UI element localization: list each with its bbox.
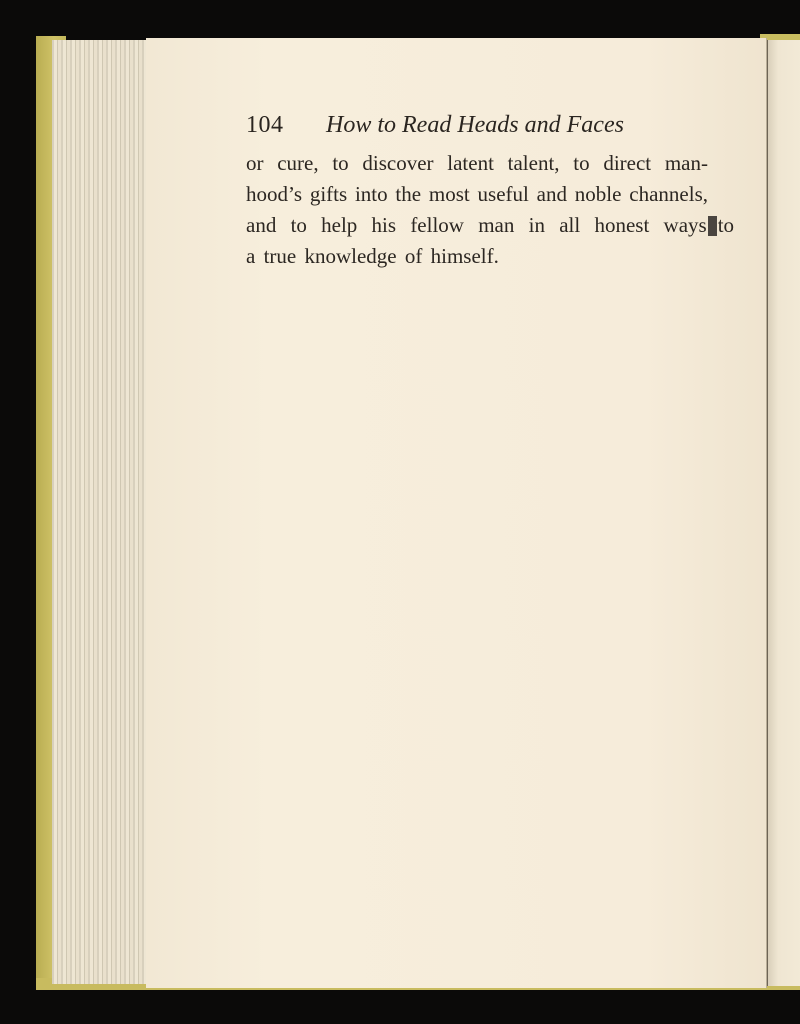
- page-edges: [52, 40, 149, 984]
- body-line-4: a true knowledge of himself.: [246, 244, 499, 268]
- running-head: [246, 112, 624, 139]
- body-text: [246, 148, 735, 272]
- page-number: 104: [246, 112, 284, 138]
- book-title: How to Read Heads and Faces: [326, 112, 624, 138]
- body-line-1: or cure, to discover latent talent, to direct man-: [246, 151, 708, 175]
- body-line-2: hood’s gifts into the most useful and noble channels,: [246, 182, 708, 206]
- body-line-3-start: and to help his fellow man in all honest ways: [246, 213, 707, 237]
- ink-blot-mark: [708, 216, 717, 236]
- body-line-3: [246, 210, 735, 241]
- facing-page-edge: [766, 40, 800, 986]
- body-line-3-end: to: [717, 213, 735, 237]
